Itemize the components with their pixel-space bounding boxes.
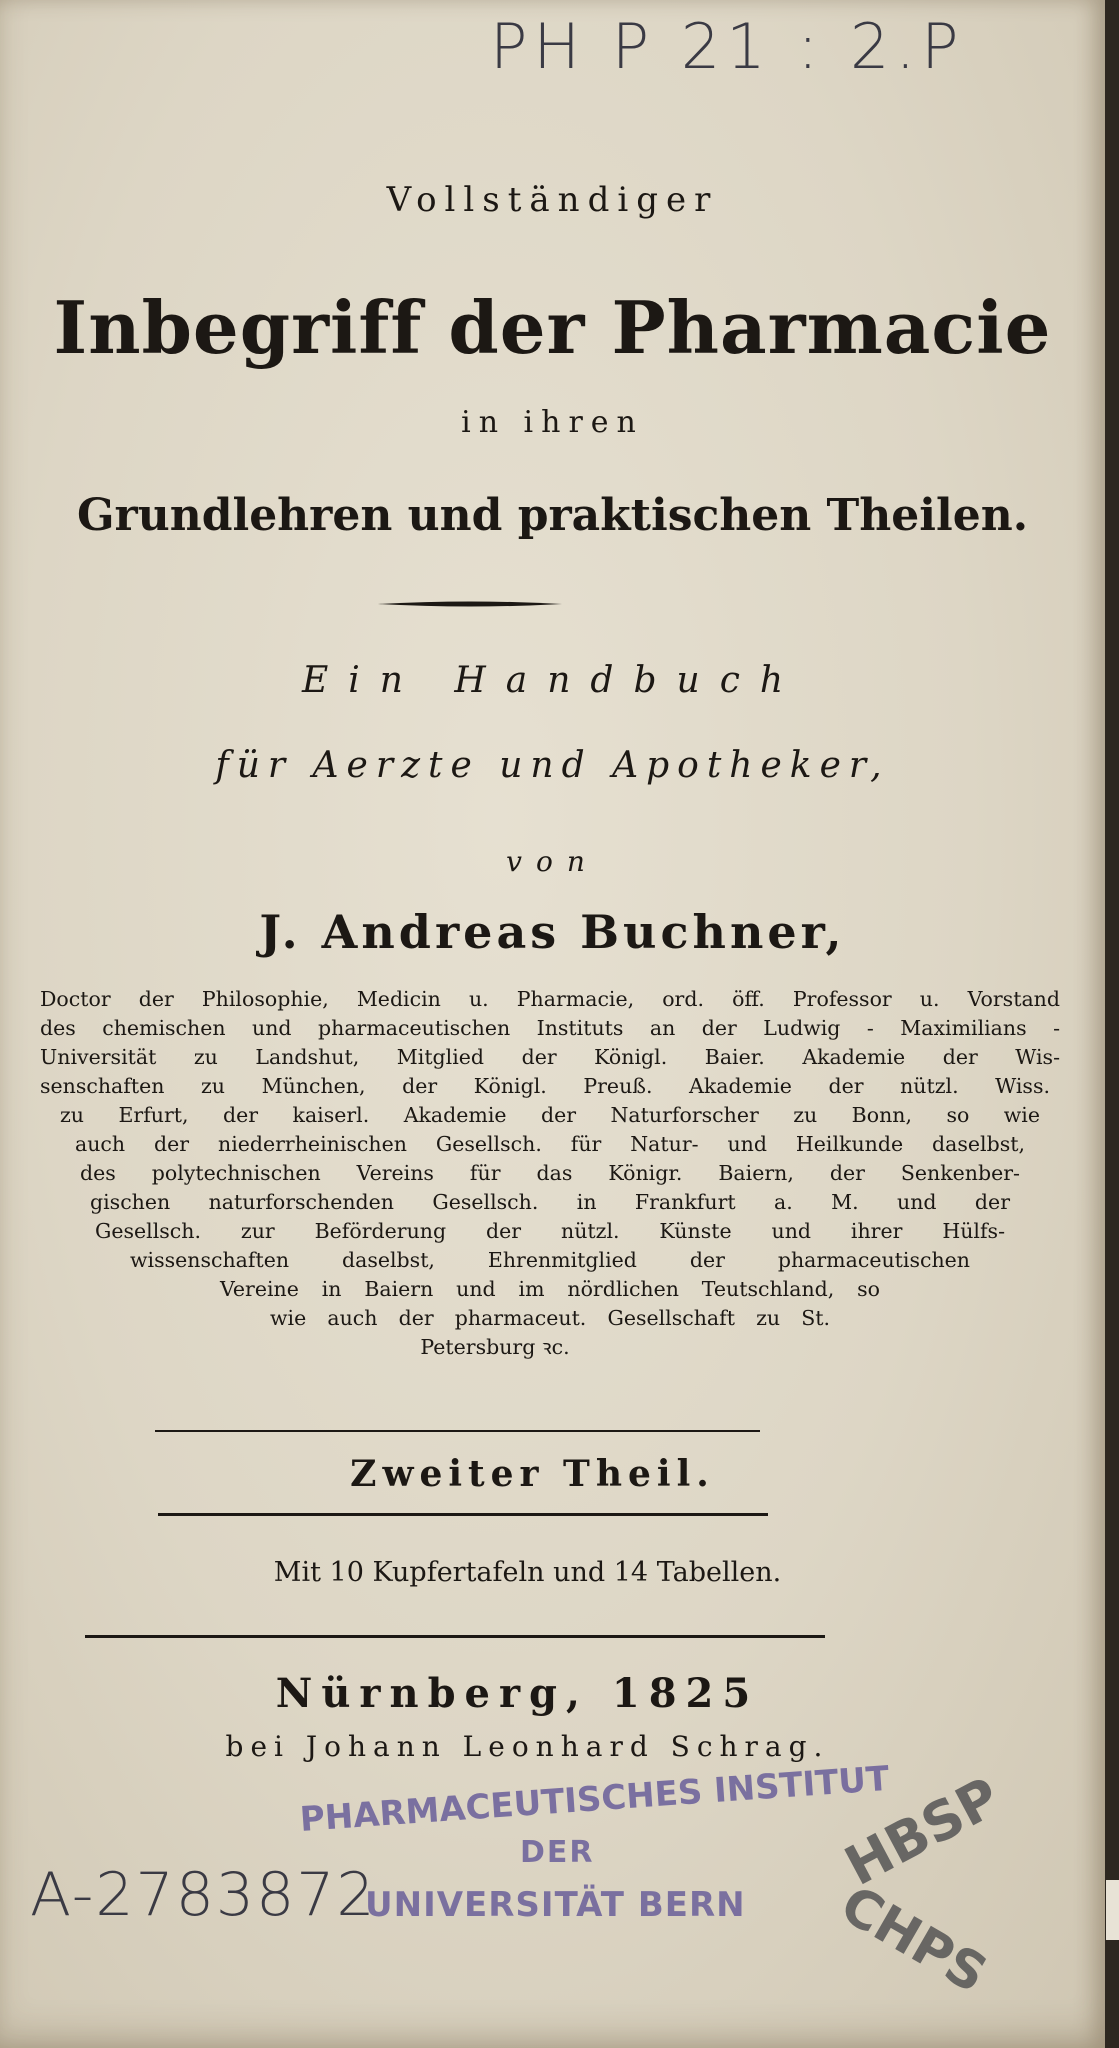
call-number: PH P 21 : 2.P [490, 10, 965, 83]
title-in-ihren: in ihren [461, 405, 644, 440]
author-von: von [506, 845, 599, 878]
imprint-publisher: bei Johann Leonhard Schrag. [225, 1730, 830, 1763]
credential-line: des polytechnischen Vereins für das Königr. Baiern, der Senkenber- [80, 1161, 1020, 1185]
volume: Zweiter Theil. [350, 1453, 715, 1495]
credential-line: Doctor der Philosophie, Medicin u. Pharmacie, ord. öff. Professor u. Vorstand [40, 987, 1060, 1011]
rule-above-volume [155, 1430, 760, 1432]
credential-line: senschaften zu München, der Königl. Preuß. Akademie der nützl. Wiss. [40, 1074, 1050, 1098]
credential-line: gischen naturforschenden Gesellsch. in Frankfurt a. M. und der [90, 1190, 1010, 1214]
ornamental-rule [378, 600, 562, 608]
title-main: Inbegriff der Pharmacie [53, 285, 1052, 370]
rule-below-volume [158, 1513, 768, 1516]
imprint-place-year: Nürnberg, 1825 [275, 1670, 760, 1717]
handbook-line2: für Aerzte und Apotheker, [215, 745, 890, 786]
inventory-number: A-2783872 [30, 1860, 377, 1930]
rule-above-imprint [85, 1635, 825, 1638]
credential-line: auch der niederrheinischen Gesellsch. für Natur- und Heilkunde daselbst, [75, 1132, 1025, 1156]
credential-line: Gesellsch. zur Beförderung der nützl. Künste und ihrer Hülfs- [95, 1219, 1005, 1243]
round-stamp-top: HBSP [834, 1764, 1010, 1899]
credential-line: Petersburg ꝛc. [420, 1335, 570, 1359]
institute-stamp-line3: UNIVERSITÄT BERN [365, 1885, 746, 1925]
title-sub: Grundlehren und praktischen Theilen. [76, 490, 1029, 541]
plates: Mit 10 Kupfertafeln und 14 Tabellen. [273, 1557, 782, 1588]
institute-stamp-line1: PHARMACEUTISCHES INSTITUT [298, 1758, 891, 1840]
institute-stamp-line2: DER [520, 1835, 595, 1870]
author-credentials [40, 985, 1060, 1362]
credential-line: Vereine in Baiern und im nördlichen Teutschland, so [220, 1277, 880, 1301]
credential-line: des chemischen und pharmaceutischen Instituts an der Ludwig - Maximilians - [40, 1016, 1060, 1040]
book-edge [1105, 0, 1119, 2048]
handbook-line1: Ein Handbuch [301, 660, 804, 701]
title-pre: Vollständiger [386, 180, 719, 220]
author-name: J. Andreas Buchner, [259, 905, 846, 959]
round-stamp-bottom: CHPS [830, 1874, 997, 2006]
credential-line: Universität zu Landshut, Mitglied der Königl. Baier. Akademie der Wis- [40, 1045, 1060, 1069]
credential-line: wie auch der pharmaceut. Gesellschaft zu St. [270, 1306, 830, 1330]
edge-tag [1106, 1880, 1119, 1940]
credential-line: wissenschaften daselbst, Ehrenmitglied der pharmaceutischen [130, 1248, 970, 1272]
credential-line: zu Erfurt, der kaiserl. Akademie der Naturforscher zu Bonn, so wie [60, 1103, 1040, 1127]
